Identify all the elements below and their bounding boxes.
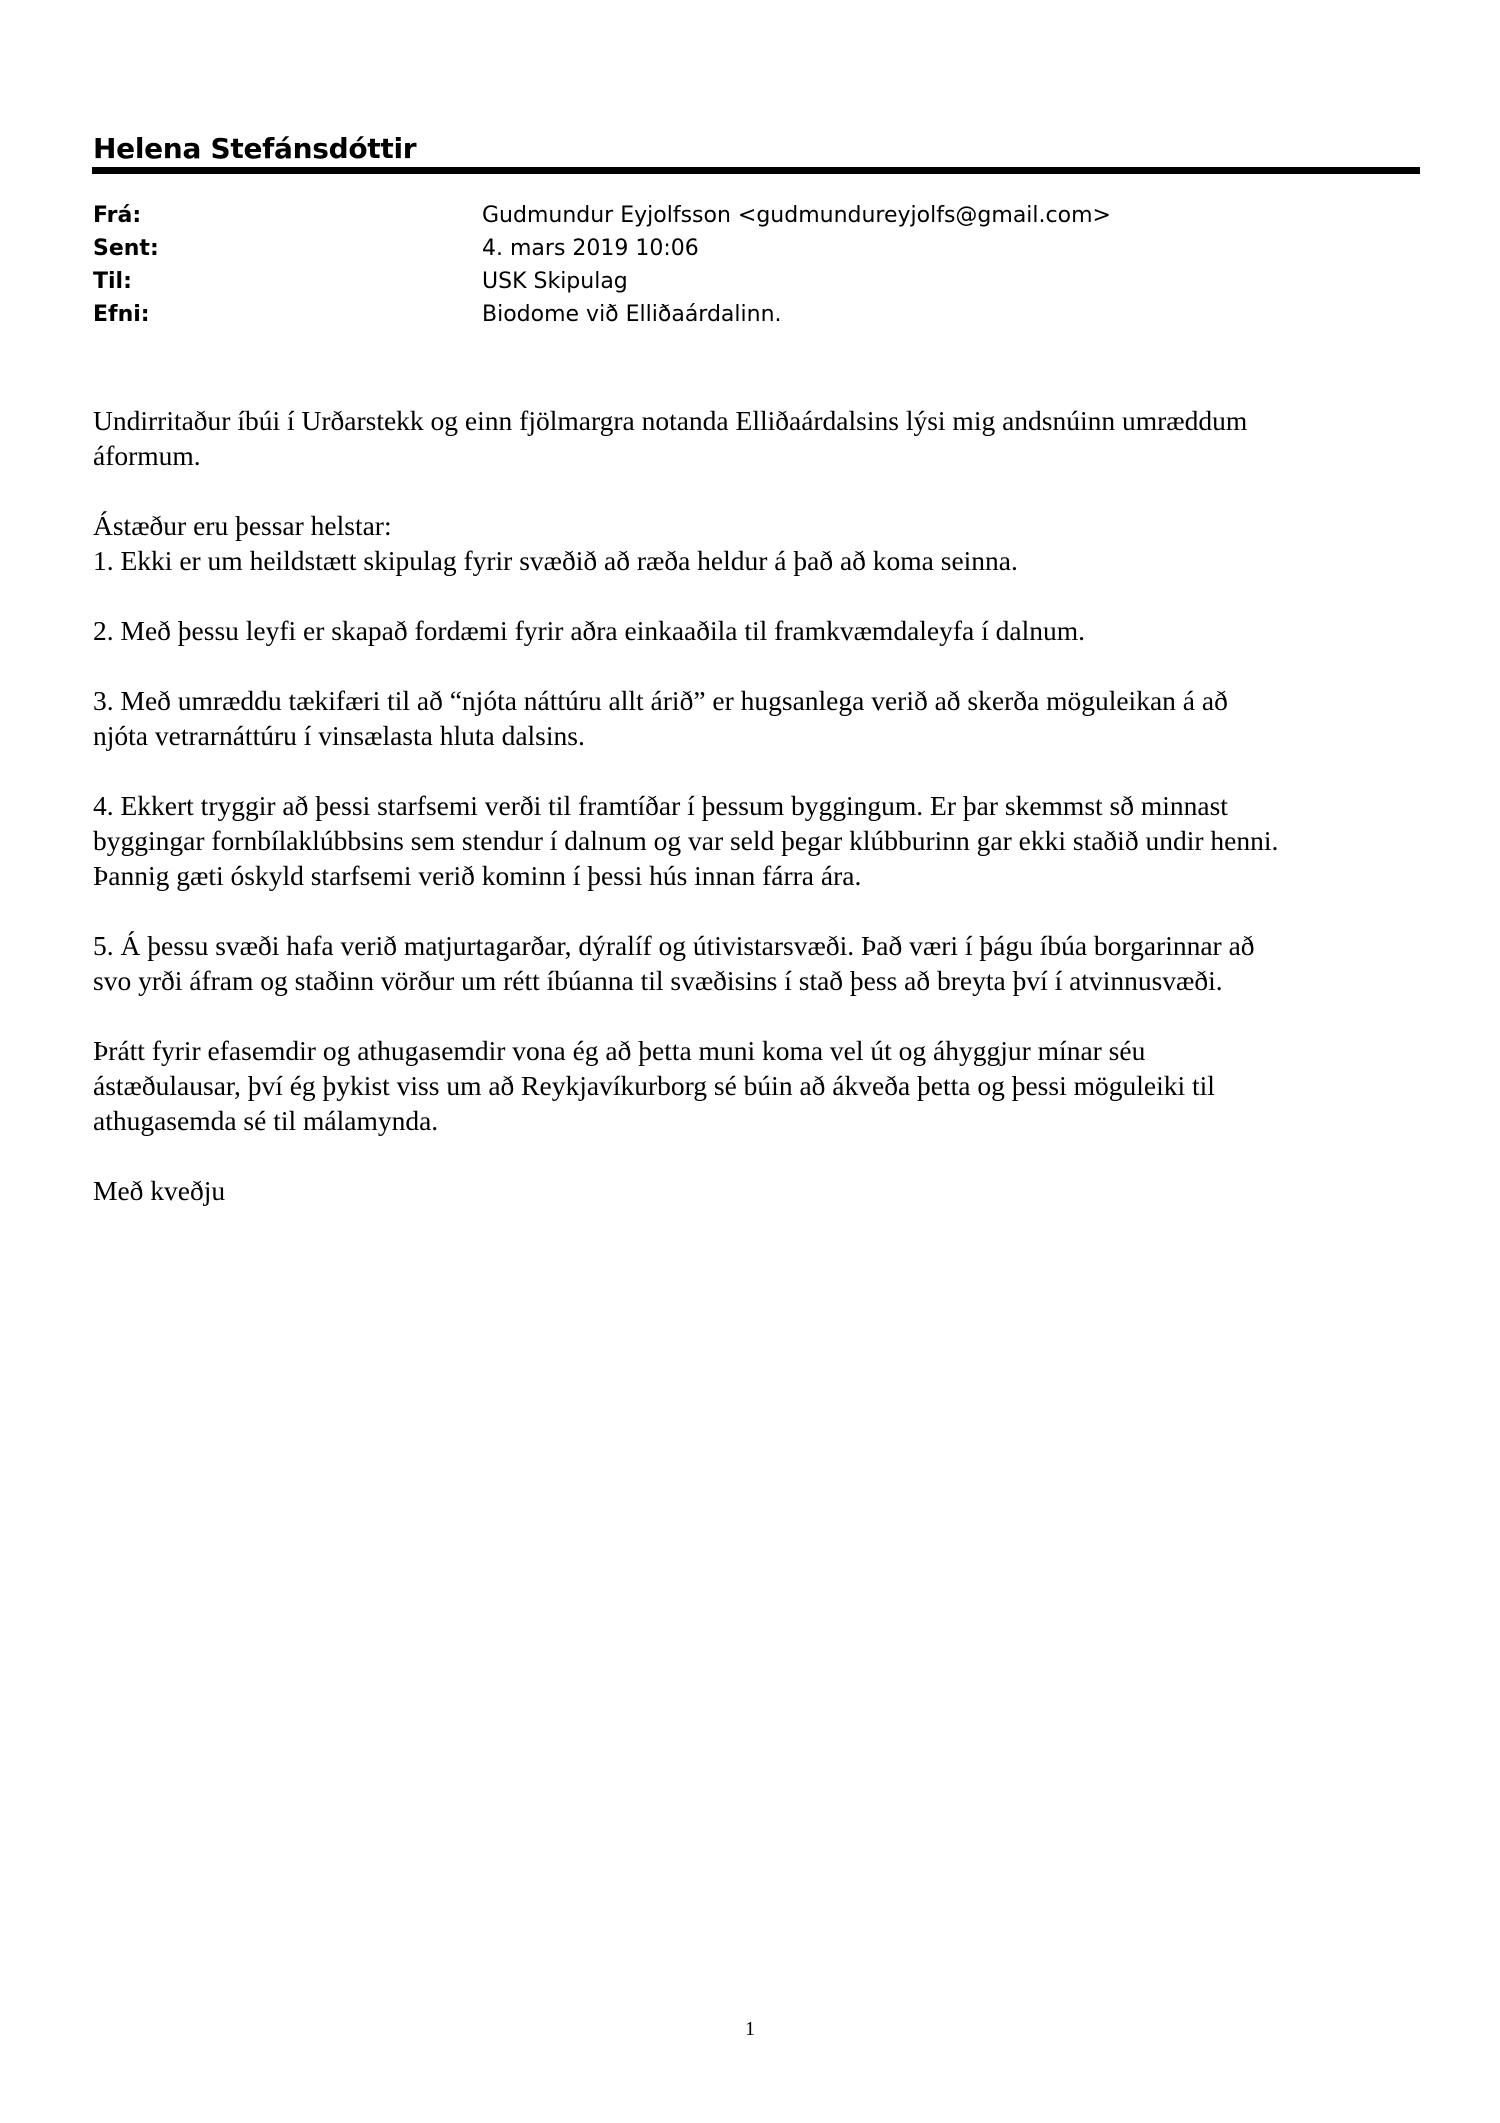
header-value-from: Gudmundur Eyjolfsson <gudmundureyjolfs@gmail.com>: [482, 203, 1111, 228]
body-paragraph-reason-2: 2. Með þessu leyfi er skapað fordæmi fyrir aðra einkaaðila til framkvæmdaleyfa í dalnum.: [93, 615, 1085, 646]
header-value-sent: 4. mars 2019 10:06: [482, 236, 699, 261]
header-row-to: [93, 269, 1423, 302]
body-paragraph-closing: Þrátt fyrir efasemdir og athugasemdir vona ég að þetta muni koma vel út og áhyggjur mínar séu ástæðulausar, því ég þykist viss um að Reykjavíkurborg sé búin að ákveða þetta og þessi möguleiki til athugasemda sé til málamynda.: [93, 1035, 1215, 1136]
header-divider: [92, 167, 1420, 174]
header-value-to: USK Skipulag: [482, 269, 628, 294]
header-label-sent: Sent:: [93, 236, 159, 261]
header-label-subject: Efni:: [93, 302, 150, 327]
header-value-subject: Biodome við Elliðaárdalinn.: [482, 302, 782, 327]
email-headers: [93, 203, 1423, 335]
mailbox-owner-name: Helena Stefánsdóttir: [93, 132, 417, 165]
header-row-sent: [93, 236, 1423, 269]
header-row-from: [93, 203, 1423, 236]
body-paragraph-intro: Undirritaður íbúi í Urðarstekk og einn fjölmargra notanda Elliðaárdalsins lýsi mig andsnúinn umræddum áformum.: [93, 405, 1248, 471]
header-row-subject: [93, 302, 1423, 335]
body-paragraph-reason-1: 1. Ekki er um heildstætt skipulag fyrir svæðið að ræða heldur á það að koma seinna.: [93, 545, 1018, 576]
header-label-from: Frá:: [93, 203, 142, 228]
body-paragraph-reasons-heading: Ástæður eru þessar helstar:: [93, 510, 392, 541]
body-paragraph-reason-5: 5. Á þessu svæði hafa verið matjurtagarðar, dýralíf og útivistarsvæði. Það væri í þágu íbúa borgarinnar að svo yrði áfram og staðinn vörður um rétt íbúanna til svæðisins í stað þess að breyta því í atvinnusvæði.: [93, 930, 1255, 996]
email-body: [93, 403, 1433, 1243]
body-paragraph-reason-4: 4. Ekkert tryggir að þessi starfsemi verði til framtíðar í þessum byggingum. Er þar skemmst sð minnast byggingar fornbílaklúbbsins sem stendur í dalnum og var seld þegar klúbburinn gar ekki staðið undir henni. Þannig gæti óskyld starfsemi verið kominn í þessi hús innan fárra ára.: [93, 790, 1279, 891]
page-number: 1: [745, 2018, 755, 2040]
body-paragraph-reason-3: 3. Með umræddu tækifæri til að “njóta náttúru allt árið” er hugsanlega verið að skerða möguleikan á að njóta vetrarnáttúru í vinsælasta hluta dalsins.: [93, 685, 1228, 751]
header-label-to: Til:: [93, 269, 132, 294]
body-signoff: Með kveðju: [93, 1175, 226, 1206]
